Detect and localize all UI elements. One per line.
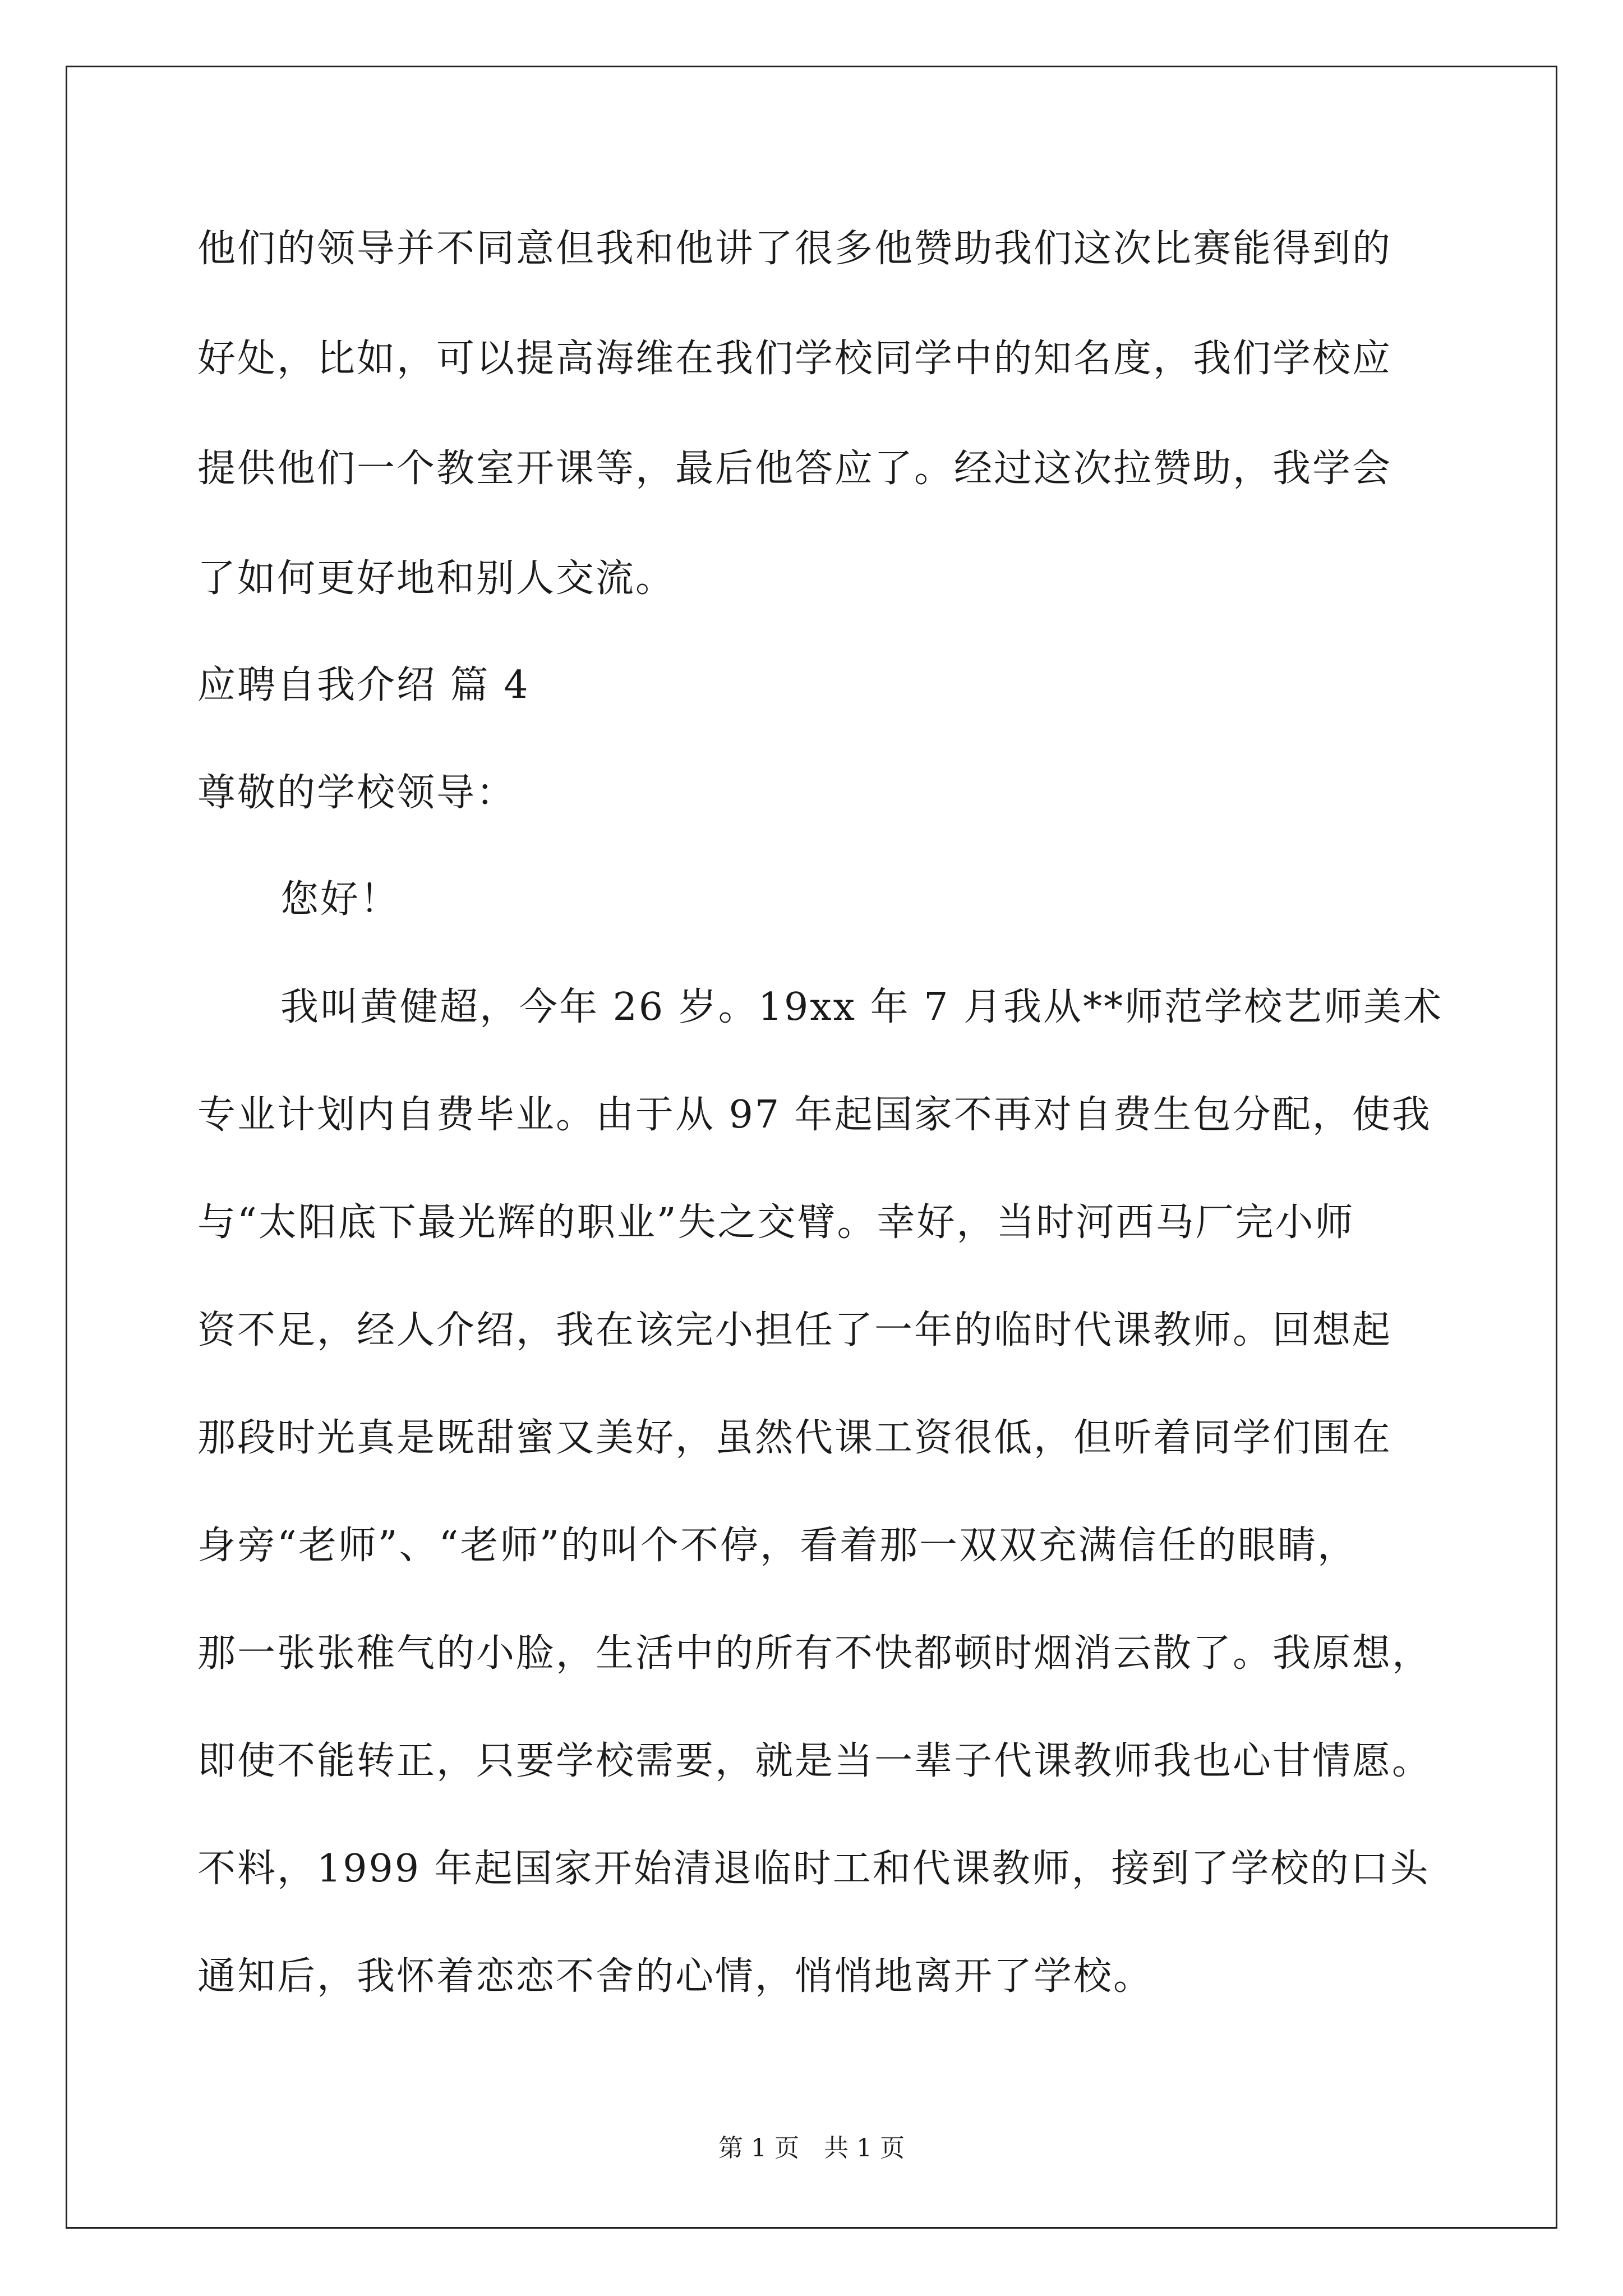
page-border <box>66 66 1557 2229</box>
text-line: 专业计划内自费毕业。由于从 97 年起国家不再对自费生包分配，使我 <box>197 1093 1432 1137</box>
text-line: 资不足，经人介绍，我在该完小担任了一年的临时代课教师。回想起 <box>197 1308 1393 1352</box>
text-line: 那段时光真是既甜蜜又美好，虽然代课工资很低，但听着同学们围在 <box>197 1416 1393 1460</box>
text-line: 与“太阳底下最光辉的职业”失之交臂。幸好，当时河西马厂完小师 <box>197 1200 1355 1245</box>
text-line: 不料，1999 年起国家开始清退临时工和代课教师，接到了学校的口头 <box>197 1847 1430 1891</box>
section-title: 应聘自我介绍 篇 4 <box>197 663 530 707</box>
text-line: 通知后，我怀着恋恋不舍的心情，悄悄地离开了学校。 <box>197 1954 1154 1999</box>
text-line: 提供他们一个教室开课等，最后他答应了。经过这次拉赞助，我学会 <box>197 447 1393 491</box>
text-line: 好处，比如，可以提高海维在我们学校同学中的知名度，我们学校应 <box>197 337 1393 381</box>
salutation: 尊敬的学校领导： <box>197 771 517 815</box>
text-line: 我叫黄健超，今年 26 岁。19xx 年 7 月我从**师范学校艺师美术 <box>280 985 1444 1029</box>
text-line: 即使不能转正，只要学校需要，就是当一辈子代课教师我也心甘情愿。 <box>197 1739 1432 1783</box>
text-line: 他们的领导并不同意但我和他讲了很多他赞助我们这次比赛能得到的 <box>197 227 1393 271</box>
greeting: 您好！ <box>280 877 400 922</box>
text-line: 那一张张稚气的小脸，生活中的所有不快都顿时烟消云散了。我原想， <box>197 1631 1432 1676</box>
page-footer: 第 1 页 共 1 页 <box>718 2134 905 2162</box>
text-line: 身旁“老师”、“老师”的叫个不停，看着那一双双充满信任的眼睛， <box>197 1524 1358 1568</box>
text-line: 了如何更好地和别人交流。 <box>197 556 676 601</box>
